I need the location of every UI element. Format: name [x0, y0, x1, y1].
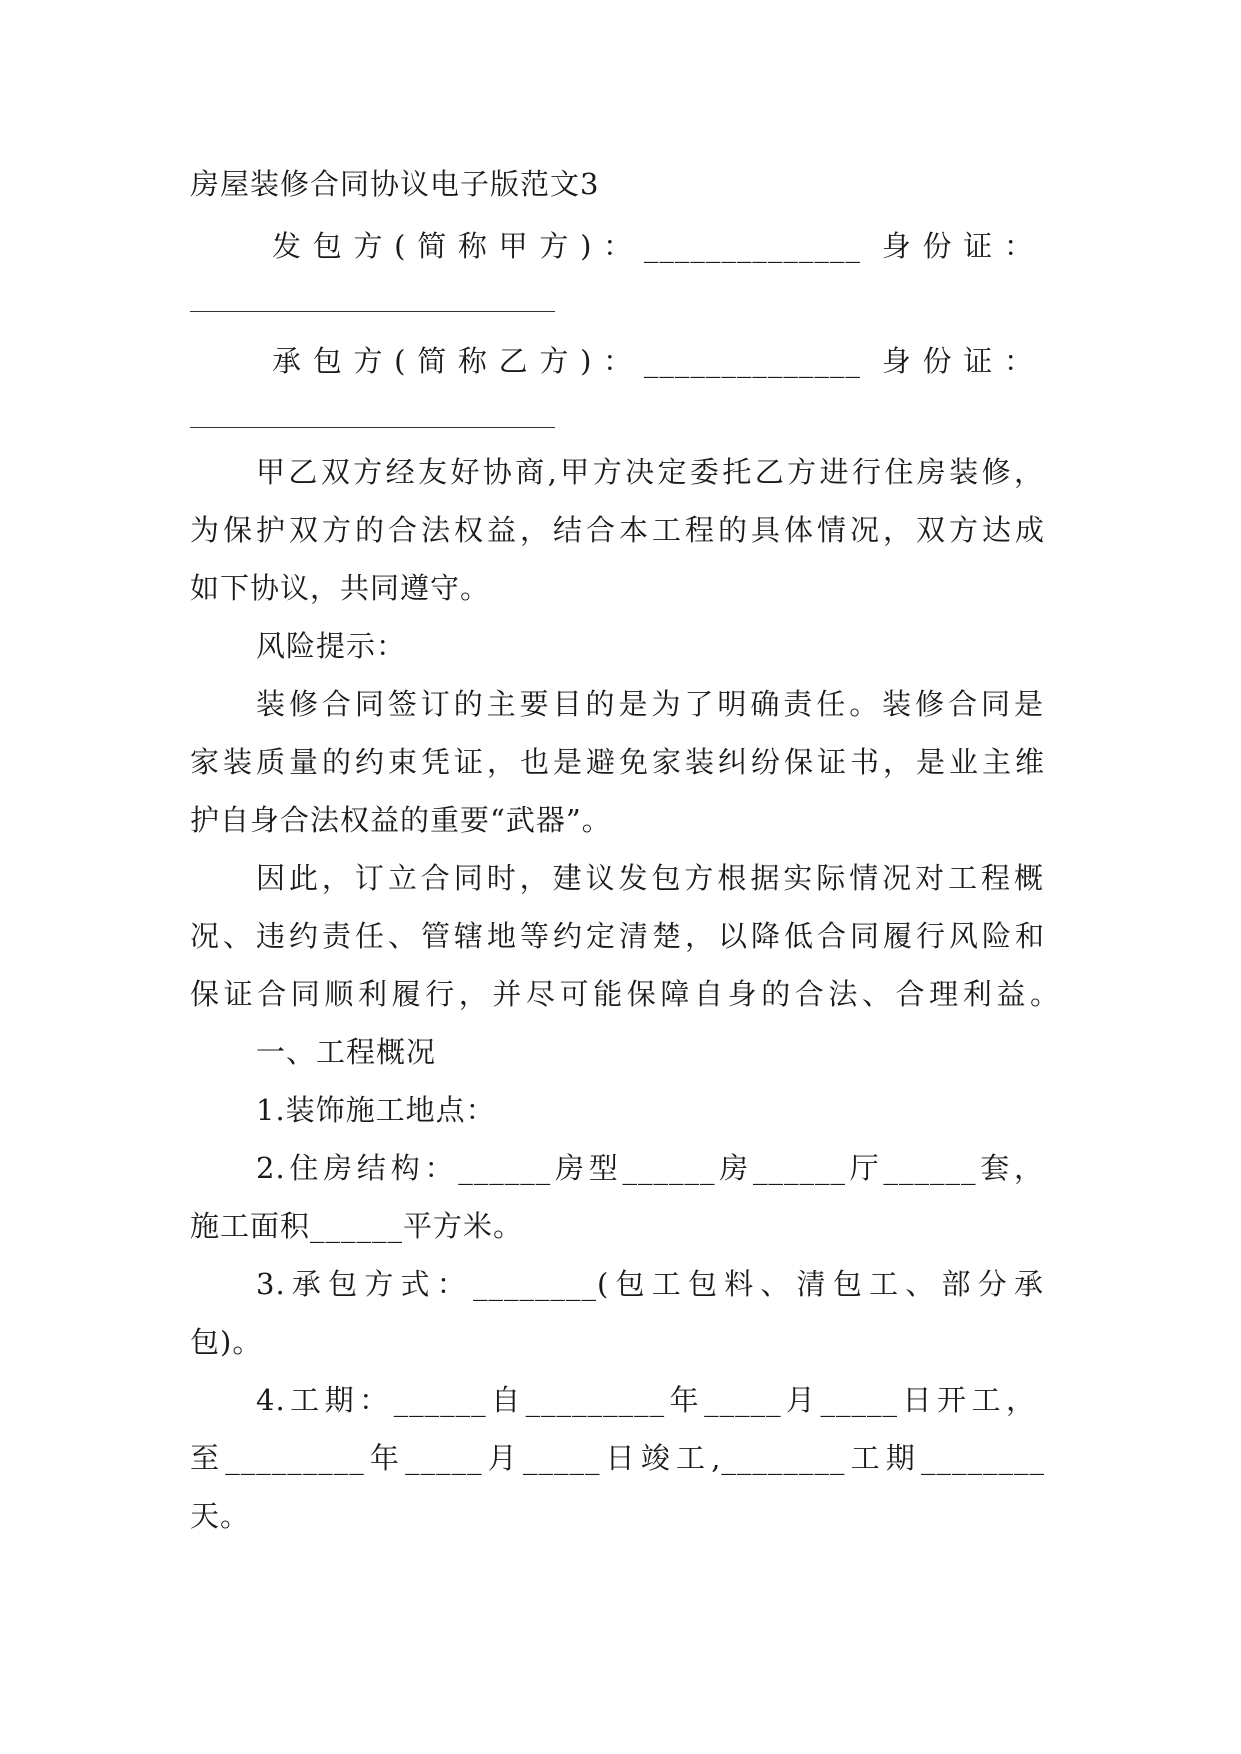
party-b-id-blank: [190, 427, 555, 428]
document-title: 房屋装修合同协议电子版范文3: [190, 167, 600, 201]
item-3-line-2: 包)。: [190, 1325, 263, 1359]
section-heading-1: 一、工程概况: [256, 1035, 437, 1069]
item-4-line-3: 天。: [190, 1499, 251, 1533]
risk-p1-line-2: 家装质量的约束凭证，也是避免家装纠纷保证书，是业主维: [190, 745, 1045, 779]
risk-heading: 风险提示：: [256, 629, 407, 663]
item-4-line-1: 4.工期：______自_________年_____月_____日开工，: [256, 1383, 1036, 1417]
intro-line-2: 为保护双方的合法权益，结合本工程的具体情况，双方达成: [190, 513, 1045, 547]
item-2-line-1: 2.住房结构：______房型______房______厅______套，: [256, 1151, 1044, 1185]
risk-p2-line-2: 况、违约责任、管辖地等约定清楚，以降低合同履行风险和: [190, 919, 1045, 953]
party-a-line: 发包方(简称甲方)：______________ 身份证：: [272, 229, 1034, 263]
intro-line-1: 甲乙双方经友好协商,甲方决定委托乙方进行住房装修，: [256, 455, 1044, 489]
risk-p1-line-3: 护自身合法权益的重要“武器”。: [190, 803, 612, 837]
risk-p1-line-1: 装修合同签订的主要目的是为了明确责任。装修合同是: [256, 687, 1044, 721]
risk-p2-line-3: 保证合同顺利履行，并尽可能保障自身的合法、合理利益。: [190, 977, 1060, 1011]
party-b-line: 承包方(简称乙方)：______________ 身份证：: [272, 344, 1034, 378]
risk-p2-line-1: 因此，订立合同时，建议发包方根据实际情况对工程概: [256, 861, 1044, 895]
item-2-line-2: 施工面积______平方米。: [190, 1209, 524, 1243]
item-3-line-1: 3.承包方式：________(包工包料、清包工、部分承: [256, 1267, 1044, 1301]
intro-line-3: 如下协议，共同遵守。: [190, 571, 491, 605]
item-1-line: 1.装饰施工地点：: [256, 1093, 496, 1127]
item-4-line-2: 至_________年_____月_____日竣工,________工期________: [190, 1441, 1045, 1475]
party-a-id-blank: [190, 311, 555, 312]
